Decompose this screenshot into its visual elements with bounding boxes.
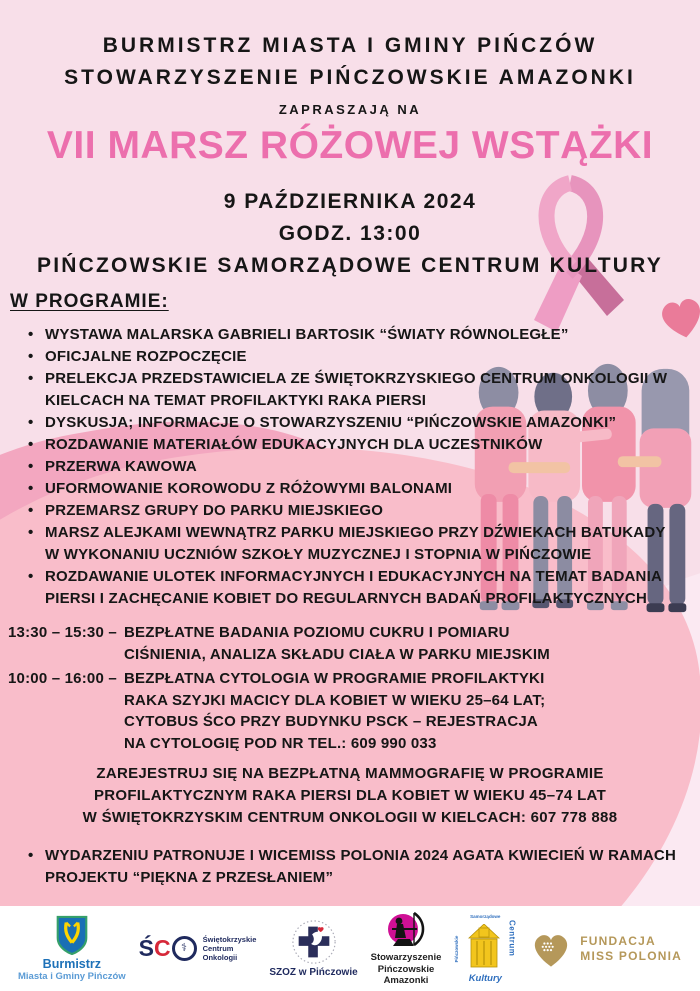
amazonki-name-line: Amazonki <box>383 975 429 987</box>
sco-logo-icon <box>139 935 197 962</box>
schedule-time: 10:00 – 16:00 – <box>8 670 117 687</box>
centrum-kultury-building-icon <box>468 924 500 970</box>
sco-letter-c: C <box>153 935 171 961</box>
program-item: • ROZDAWANIE MATERIAŁÓW EDUKACYJNYCH DLA UCZESTNIKÓW <box>28 434 678 456</box>
logo-centrum-kultury <box>454 914 516 984</box>
poster-header <box>0 30 700 117</box>
szoz-cross-heart-icon <box>291 919 337 965</box>
program-item: • PRELEKCJA PRZEDSTAWICIELA ZE ŚWIĘTOKRZYSKIEGO CENTRUM ONKOLOGII W KIELCACH NA TEMAT PROFILAKTYKI RAKA PIERSI <box>28 368 678 412</box>
sco-letter-o-ring <box>172 936 197 961</box>
amazonki-name <box>371 952 442 987</box>
schedule <box>8 622 692 757</box>
event-date: 9 PAŹDZIERNIKA 2024 <box>223 190 477 213</box>
mammography-note <box>0 763 700 829</box>
organizer-line-2: STOWARZYSZENIE PIŃCZOWSKIE AMAZONKI <box>64 66 636 89</box>
sco-name <box>203 935 257 962</box>
schedule-text: BEZPŁATNA CYTOLOGIA W PROGRAMIE PROFILAKTYKI RAKA SZYJKI MACICY DLA KOBIET W WIEKU 25–64 LAT; CYTOBUS ŚCO PRZY BUDYNKU PSCK – REJESTRACJA NA CYTOLOGIĘ POD NR TEL.: 609 990 033 <box>124 670 546 752</box>
miss-polonia-name-line: FUNDACJA <box>580 933 656 948</box>
logo-miss-polonia <box>529 929 682 969</box>
caduceus-icon: ⚕ <box>181 942 188 954</box>
mammography-line: ZAREJESTRUJ SIĘ NA BEZPŁATNĄ MAMMOGRAFIĘ W PROGRAMIE <box>96 765 604 782</box>
miss-polonia-name <box>580 934 682 964</box>
program-item: • PRZEMARSZ GRUPY DO PARKU MIEJSKIEGO <box>28 500 678 522</box>
amazonki-name-line: Pińczowskie <box>377 963 435 975</box>
patronage-item: • WYDARZENIU PATRONUJE I WICEMISS POLONIA 2024 AGATA KWIECIEŃ W RAMACH PROJEKTU “PIĘKNA Z PRZESŁANIEM” <box>28 845 676 889</box>
schedule-time: 13:30 – 15:30 – <box>8 624 117 641</box>
schedule-text: BEZPŁATNE BADANIA POZIOMU CUKRU I POMIARU CIŚNIENIA, ANALIZA SKŁADU CIAŁA W PARKU MIEJSKIM <box>124 624 550 663</box>
program-item: • OFICJALNE ROZPOCZĘCIE <box>28 346 678 368</box>
szoz-caption: SZOZ w Pińczowie <box>269 967 358 978</box>
program-heading: W PROGRAMIE: <box>10 291 169 312</box>
sco-letter-s: Ś <box>138 935 154 961</box>
mammography-line: PROFILAKTYCZNYM RAKA PIERSI DLA KOBIET W WIEKU 45–74 LAT <box>93 787 607 804</box>
ck-word-centrum: Centrum <box>507 919 517 956</box>
organizer-line-1: BURMISTRZ MIASTA I GMINY PIŃCZÓW <box>102 34 598 57</box>
patronage <box>28 845 676 889</box>
logo-amazonki <box>371 910 442 987</box>
burmistrz-subtitle: Miasta i Gminy Pińczów <box>18 971 126 982</box>
program-item: • UFORMOWANIE KOROWODU Z RÓŻOWYMI BALONAMI <box>28 478 678 500</box>
program-item: • DYSKUSJA; INFORMACJE O STOWARZYSZENIU “PIŃCZOWSKIE AMAZONKI” <box>28 412 678 434</box>
amazonki-name-line: Stowarzyszenie <box>370 952 442 964</box>
mammography-line: W ŚWIĘTOKRZYSKIM CENTRUM ONKOLOGII W KIELCACH: 607 778 888 <box>82 809 618 826</box>
logo-burmistrz <box>18 915 126 982</box>
program-item: • PRZERWA KAWOWA <box>28 456 678 478</box>
program-list <box>28 324 678 610</box>
miss-polonia-heart-icon <box>529 929 573 969</box>
ck-word-pinczowskie: Pińczowskie <box>454 935 460 962</box>
footer-logo-bar <box>0 906 700 991</box>
miss-polonia-name-line: MISS POLONIA <box>580 948 682 963</box>
program-item: • ROZDAWANIE ULOTEK INFORMACYJNYCH I EDUKACYJNYCH NA TEMAT BADANIA PIERSI I ZACHĘCANIE KOBIET DO REGULARNYCH BADAŃ PROFILAKTYCZNYCH <box>28 566 678 610</box>
logo-sco <box>139 935 257 962</box>
event-venue: PIŃCZOWSKIE SAMORZĄDOWE CENTRUM KULTURY <box>37 254 663 277</box>
program-item: • WYSTAWA MALARSKA GABRIELI BARTOSIK “ŚWIATY RÓWNOLEGŁE” <box>28 324 678 346</box>
invitation-line: ZAPRASZAJĄ NA <box>278 102 422 117</box>
schedule-row <box>8 668 692 754</box>
ck-word-samorzadowe: Samorządowe <box>470 913 501 919</box>
ck-word-kultury: Kultury <box>468 972 502 984</box>
poster-title: VII MARSZ RÓŻOWEJ WSTĄŻKI <box>46 124 654 167</box>
burmistrz-title: Burmistrz <box>42 957 102 971</box>
logo-szoz <box>269 919 357 978</box>
pinczow-coat-of-arms-icon <box>55 915 89 955</box>
schedule-row <box>8 622 692 665</box>
event-time: GODZ. 13:00 <box>278 222 422 245</box>
sco-name-line: Świętokrzyskie <box>202 935 257 944</box>
sco-name-line: Centrum <box>202 944 234 953</box>
sco-name-line: Onkologii <box>202 953 238 962</box>
event-info <box>0 190 700 278</box>
program-item: • MARSZ ALEJKAMI WEWNĄTRZ PARKU MIEJSKIEGO PRZY DŹWIEKACH BATUKADY W WYKONANIU UCZNIÓW SZKOŁY MUZYCZNEJ I STOPNIA W PIŃCZOWIE <box>28 522 678 566</box>
amazonki-archer-icon <box>384 910 428 952</box>
